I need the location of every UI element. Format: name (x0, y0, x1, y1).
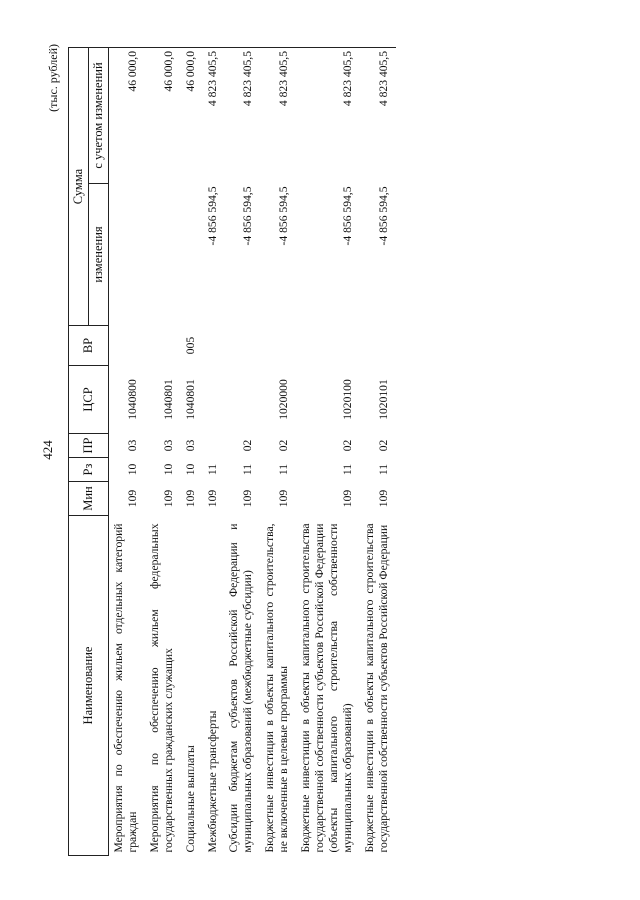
row-min: 109 (205, 489, 219, 508)
row-total: 4 823 405,5 (360, 48, 396, 184)
row-name: Мероприятия по обеспечению жильем федеральных государственных гражданских служащих (147, 523, 175, 853)
row-total: 4 823 405,5 (224, 48, 260, 184)
row-change (145, 184, 181, 326)
row-vr (224, 326, 260, 366)
row-rz: 10 (125, 463, 139, 476)
row-csr: 1040801 (183, 379, 197, 420)
row-change: -4 856 594,5 (340, 186, 354, 246)
row-change: -4 856 594,5 (241, 186, 255, 246)
row-pr: 02 (340, 439, 354, 452)
header-with-changes: с учетом изменений (89, 48, 109, 184)
row-name: Бюджетные инвестиции в объекты капитального строительства государственной собственности субъектов Российской Федерации (362, 523, 390, 853)
row-total: 46 000,0 (145, 48, 181, 184)
table-row (109, 48, 145, 856)
row-min: 109 (161, 489, 175, 508)
budget-table (68, 47, 396, 856)
header-change: изменения (89, 184, 109, 326)
row-rz: 11 (277, 463, 291, 476)
row-total: 46 000,0 (109, 48, 145, 184)
row-rz: 11 (241, 463, 255, 476)
header-pr: ПР (69, 434, 109, 458)
row-min: 109 (277, 489, 291, 508)
row-min: 109 (340, 489, 354, 508)
row-rz: 11 (340, 463, 354, 476)
row-rz: 11 (205, 463, 219, 476)
table-row (145, 48, 181, 856)
row-csr: 1040800 (125, 379, 139, 420)
row-change (109, 184, 145, 326)
row-name: Бюджетные инвестиции в объекты капитального строительства, не включенные в целевые программы (263, 523, 291, 853)
row-change: -4 856 594,5 (205, 186, 219, 246)
row-name: Субсидии бюджетам субъектов Российской Федерации и муниципальных образований (межбюджетные субсидии) (227, 523, 255, 853)
row-csr: 1020000 (277, 379, 291, 420)
row-total: 46 000,0 (181, 48, 203, 184)
row-vr: 005 (183, 336, 197, 355)
header-rz: Рз (69, 458, 109, 482)
table-row (181, 48, 203, 856)
row-name: Мероприятия по обеспечению жильем отдельных категорий граждан (112, 523, 139, 853)
page-number: 424 (40, 440, 55, 460)
row-rz: 11 (376, 463, 390, 476)
table-row (224, 48, 260, 856)
row-total: 4 823 405,5 (260, 48, 296, 184)
row-vr (360, 326, 396, 366)
row-min: 109 (376, 489, 390, 508)
row-name: Бюджетные инвестиции в объекты капитального строительства государственной собственности субъектов Российской Федерации (объекты капитального строительства собственности муниципальных образований) (299, 523, 354, 853)
row-total: 4 823 405,5 (296, 48, 360, 184)
header-csr: ЦСР (69, 366, 109, 434)
row-csr: 1020101 (376, 379, 390, 420)
row-change: -4 856 594,5 (376, 186, 390, 246)
row-change: -4 856 594,5 (277, 186, 291, 246)
row-change (181, 184, 203, 326)
row-vr (296, 326, 360, 366)
header-sum: Сумма (69, 48, 89, 326)
row-total: 4 823 405,5 (203, 48, 225, 184)
row-name: Социальные выплаты (183, 745, 197, 853)
row-vr (260, 326, 296, 366)
table-row (296, 48, 360, 856)
row-min: 109 (125, 489, 139, 508)
row-vr (109, 326, 145, 366)
row-pr (203, 434, 225, 458)
row-pr: 02 (376, 439, 390, 452)
row-vr (145, 326, 181, 366)
unit-label: (тыс. рублей) (46, 44, 60, 112)
row-rz: 10 (161, 463, 175, 476)
header-name: Наименование (69, 516, 109, 856)
table-header (69, 48, 109, 856)
row-pr: 02 (241, 439, 255, 452)
row-name: Межбюджетные трансферты (205, 710, 219, 853)
header-vr: ВР (69, 326, 109, 366)
row-rz: 10 (183, 463, 197, 476)
row-min: 109 (241, 489, 255, 508)
row-pr: 03 (125, 439, 139, 452)
table-body (109, 48, 396, 856)
row-pr: 03 (161, 439, 175, 452)
table-row (203, 48, 225, 856)
row-csr (203, 366, 225, 434)
table-row (260, 48, 296, 856)
table-row (360, 48, 396, 856)
row-csr (224, 366, 260, 434)
header-min: Мин (69, 482, 109, 516)
row-min: 109 (183, 489, 197, 508)
row-pr: 03 (183, 439, 197, 452)
row-vr (203, 326, 225, 366)
row-csr: 1020100 (340, 379, 354, 420)
row-pr: 02 (277, 439, 291, 452)
row-csr: 1040801 (161, 379, 175, 420)
